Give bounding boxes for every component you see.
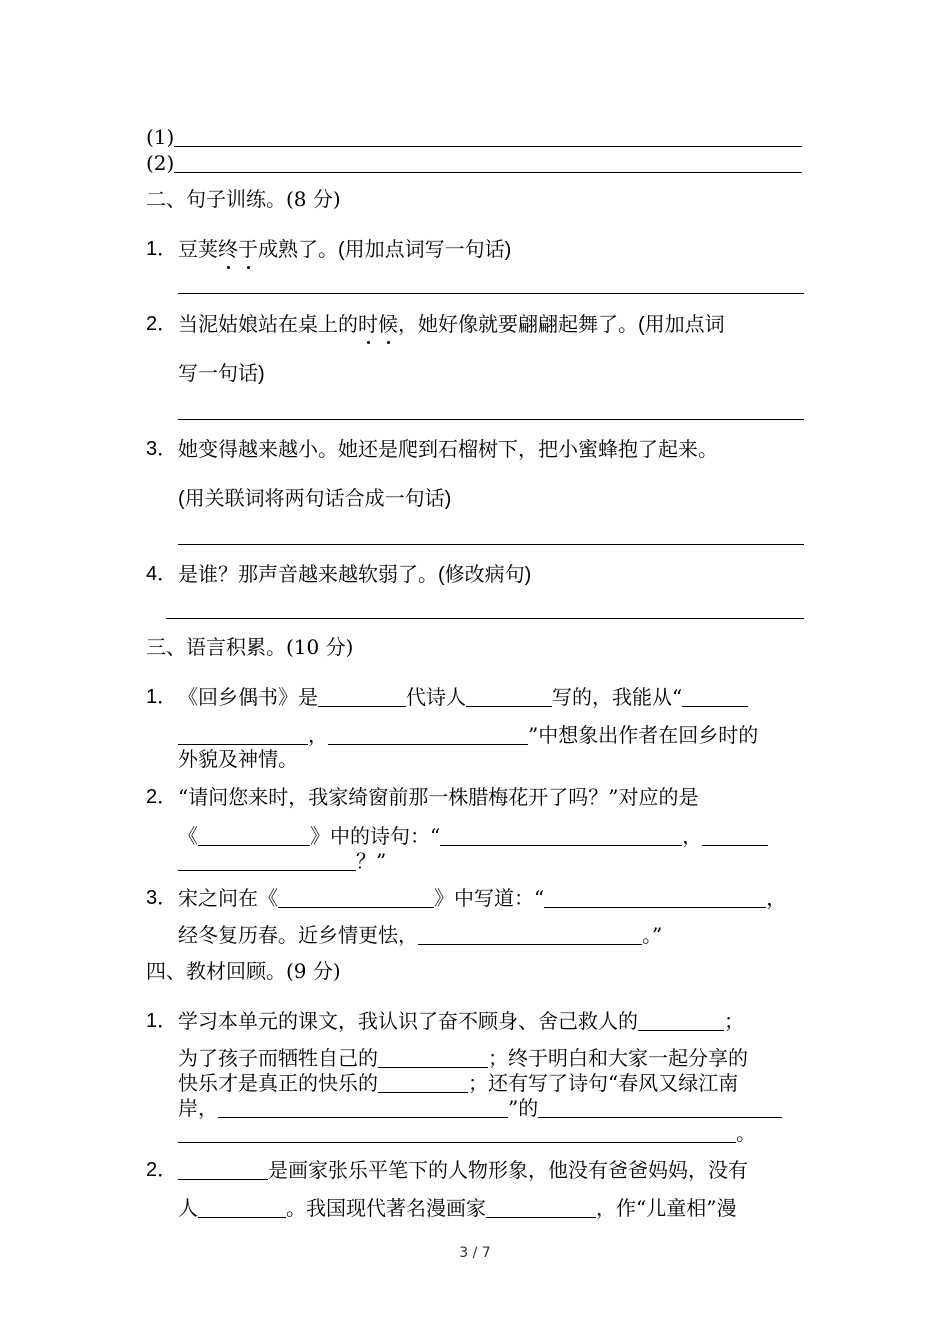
section-title: 四、教材回顾。(9 分) [146, 959, 341, 983]
answer-blank[interactable] [486, 1197, 596, 1218]
question-text: 学习本单元的课文，我认识了奋不顾身、舍己救人的 [178, 1009, 638, 1033]
answer-line[interactable] [178, 419, 804, 420]
question-text: 豆荚 [178, 237, 218, 261]
top-blank-2 [146, 150, 802, 176]
question-text: “请问您来时，我家绮窗前那一株腊梅花开了吗？”对应的是 [178, 785, 699, 809]
question-text: 成熟了。 [258, 237, 338, 261]
question-text: ； [724, 1009, 744, 1033]
question-text: ；还有写了诗句“春风又绿江南 [468, 1071, 739, 1095]
question-4-1-cont2 [178, 1070, 738, 1096]
answer-blank[interactable] [466, 686, 552, 707]
question-text: 《回乡偶书》是 [178, 685, 318, 709]
question-instruction: (用加点词 [638, 314, 725, 336]
question-4-1-cont [178, 1045, 748, 1071]
question-number: 2． [146, 313, 178, 335]
question-text: 外貌及神情。 [178, 747, 298, 771]
top-blank-1 [146, 124, 802, 150]
question-3-2-cont2 [178, 848, 386, 874]
question-instruction: (用加点词写一句话) [338, 239, 512, 261]
question-number: 1． [146, 1010, 178, 1032]
dotted-char: 终 [218, 237, 238, 261]
answer-blank[interactable] [638, 1010, 724, 1031]
question-text: 经冬复历春。近乡情更怯， [178, 923, 418, 947]
answer-blank[interactable] [702, 825, 768, 846]
question-4-1-cont3 [178, 1095, 782, 1121]
section-title: 三、语言积累。(10 分) [146, 635, 354, 659]
answer-blank[interactable] [198, 1197, 286, 1218]
question-text: 宋之问在《 [178, 886, 278, 910]
question-3-1-cont [178, 722, 758, 748]
question-text: ”的 [508, 1096, 539, 1120]
answer-blank[interactable] [218, 1097, 508, 1118]
question-text: 代诗人 [406, 685, 466, 709]
question-text: 快乐才是真正的快乐的 [178, 1071, 378, 1095]
question-number: 2． [146, 786, 178, 808]
dotted-char: 候 [378, 312, 398, 336]
question-text: 岸， [178, 1096, 218, 1120]
question-instruction: (修改病句) [438, 564, 532, 586]
dotted-char: 于 [238, 237, 258, 261]
question-text: 为了孩子而牺牲自己的 [178, 1046, 378, 1070]
top-blank-label: (1) [146, 125, 175, 149]
answer-blank[interactable] [328, 724, 528, 745]
question-text: ？” [356, 849, 387, 873]
question-text: 。我国现代著名漫画家 [286, 1196, 486, 1220]
answer-blank[interactable] [178, 1159, 268, 1180]
answer-blank[interactable] [682, 686, 748, 707]
question-text: ，她好像就要翩翩起舞了。 [398, 312, 638, 336]
question-text: 当泥姑娘站在桌上的 [178, 312, 358, 336]
question-text: ， [682, 824, 703, 848]
question-3-2-cont [178, 823, 768, 849]
answer-blank[interactable] [174, 152, 802, 173]
question-text: 。 [736, 1121, 756, 1145]
question-4-2-cont [178, 1195, 736, 1221]
question-text: 。” [642, 923, 663, 947]
question-number: 3． [146, 438, 178, 460]
answer-blank[interactable] [178, 1122, 736, 1143]
question-text: 她变得越来越小。她还是爬到石榴树下，把小蜜蜂抱了起来。 [178, 437, 718, 461]
section-title: 二、句子训练。(8 分) [146, 187, 341, 211]
question-text: ，作“儿童相”漫 [596, 1196, 737, 1220]
answer-blank[interactable] [544, 887, 766, 908]
top-blank-label: (2) [146, 151, 175, 175]
question-text: 人 [178, 1196, 198, 1220]
question-text: 是谁？那声音越来越软弱了。 [178, 562, 438, 586]
question-text: 是画家张乐平笔下的人物形象，他没有爸爸妈妈，没有 [268, 1158, 748, 1182]
question-text: ”中想象出作者在回乡时的 [528, 723, 759, 747]
question-number: 3． [146, 887, 178, 909]
answer-blank[interactable] [378, 1047, 488, 1068]
answer-blank[interactable] [318, 686, 406, 707]
answer-line[interactable] [178, 544, 804, 545]
question-text: 《 [178, 824, 198, 848]
answer-line[interactable] [166, 618, 804, 619]
answer-blank[interactable] [278, 887, 434, 908]
question-number: 4． [146, 563, 178, 585]
answer-blank[interactable] [440, 825, 682, 846]
answer-blank[interactable] [198, 825, 310, 846]
answer-blank[interactable] [178, 724, 308, 745]
question-3-3-cont [178, 922, 662, 948]
question-4-1-cont4 [178, 1120, 756, 1146]
answer-blank[interactable] [174, 126, 802, 147]
answer-blank[interactable] [378, 1072, 468, 1093]
dotted-char: 时 [358, 312, 378, 336]
question-instruction: (用关联词将两句话合成一句话) [178, 488, 452, 510]
question-text: 写的，我能从“ [552, 685, 683, 709]
question-text: ， [308, 723, 328, 747]
question-instruction: 写一句话) [178, 363, 265, 385]
question-text: 》中的诗句：“ [310, 824, 441, 848]
page-number: 3 / 7 [459, 1245, 491, 1261]
answer-blank[interactable] [538, 1097, 782, 1118]
question-text: ， [766, 886, 787, 910]
answer-blank[interactable] [178, 850, 356, 871]
question-number: 1． [146, 238, 178, 260]
question-number: 1． [146, 686, 178, 708]
question-text: ；终于明白和大家一起分享的 [488, 1046, 748, 1070]
answer-line[interactable] [178, 293, 804, 294]
answer-blank[interactable] [418, 924, 642, 945]
question-number: 2． [146, 1159, 178, 1181]
question-text: 》中写道：“ [434, 886, 545, 910]
